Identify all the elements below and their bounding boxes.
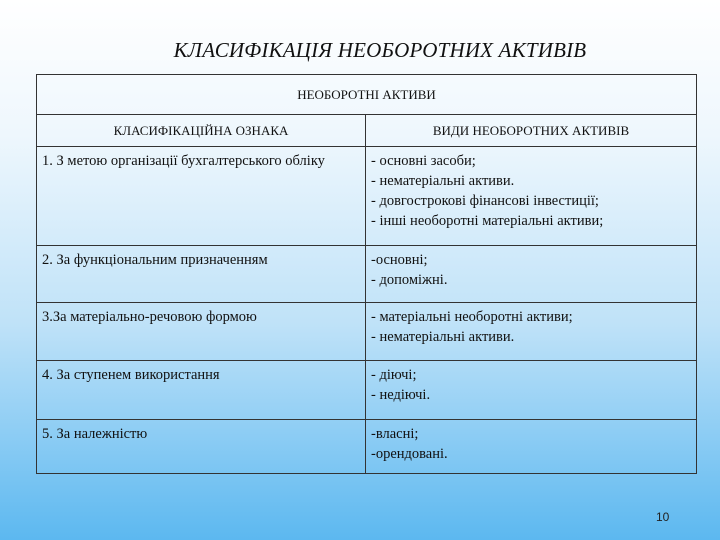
- table-row: [37, 303, 697, 361]
- type-item: - основні засоби;: [371, 153, 476, 169]
- type-item: - довгострокові фінансові інвестиції;: [371, 193, 599, 209]
- table-row: [37, 361, 697, 420]
- table-main-header: НЕОБОРОТНІ АКТИВИ: [37, 75, 697, 115]
- types-cell: [366, 147, 697, 246]
- type-item: - матеріальні необоротні активи;: [371, 309, 573, 325]
- feature-cell: 1. З метою організації бухгалтерського обліку: [37, 147, 366, 246]
- type-item: - нематеріальні активи.: [371, 173, 515, 189]
- table-column-header-row: [37, 115, 697, 147]
- types-cell: [366, 246, 697, 303]
- classification-table: [36, 74, 697, 474]
- page-number: 10: [656, 510, 670, 524]
- type-item: -орендовані.: [371, 446, 448, 462]
- slide-title: КЛАСИФІКАЦІЯ НЕОБОРОТНИХ АКТИВІВ: [173, 38, 587, 62]
- feature-cell: 2. За функціональним призначенням: [37, 246, 366, 303]
- type-item: - допоміжні.: [371, 272, 448, 288]
- type-item: -основні;: [371, 252, 428, 268]
- type-item: - діючі;: [371, 367, 417, 383]
- column-header-feature: КЛАСИФІКАЦІЙНА ОЗНАКА: [37, 115, 366, 147]
- table-main-header-row: [37, 75, 697, 115]
- table-row: [37, 420, 697, 474]
- types-cell: [366, 420, 697, 474]
- type-item: - нематеріальні активи.: [371, 329, 515, 345]
- feature-cell: 5. За належністю: [37, 420, 366, 474]
- types-cell: [366, 303, 697, 361]
- table-row: [37, 147, 697, 246]
- feature-cell: 4. За ступенем використання: [37, 361, 366, 420]
- column-header-types: ВИДИ НЕОБОРОТНИХ АКТИВІВ: [366, 115, 697, 147]
- type-item: - недіючі.: [371, 387, 431, 403]
- type-item: -власні;: [371, 426, 419, 442]
- table-row: [37, 246, 697, 303]
- feature-cell: 3.За матеріально-речовою формою: [37, 303, 366, 361]
- type-item: - інші необоротні матеріальні активи;: [371, 213, 604, 229]
- types-cell: [366, 361, 697, 420]
